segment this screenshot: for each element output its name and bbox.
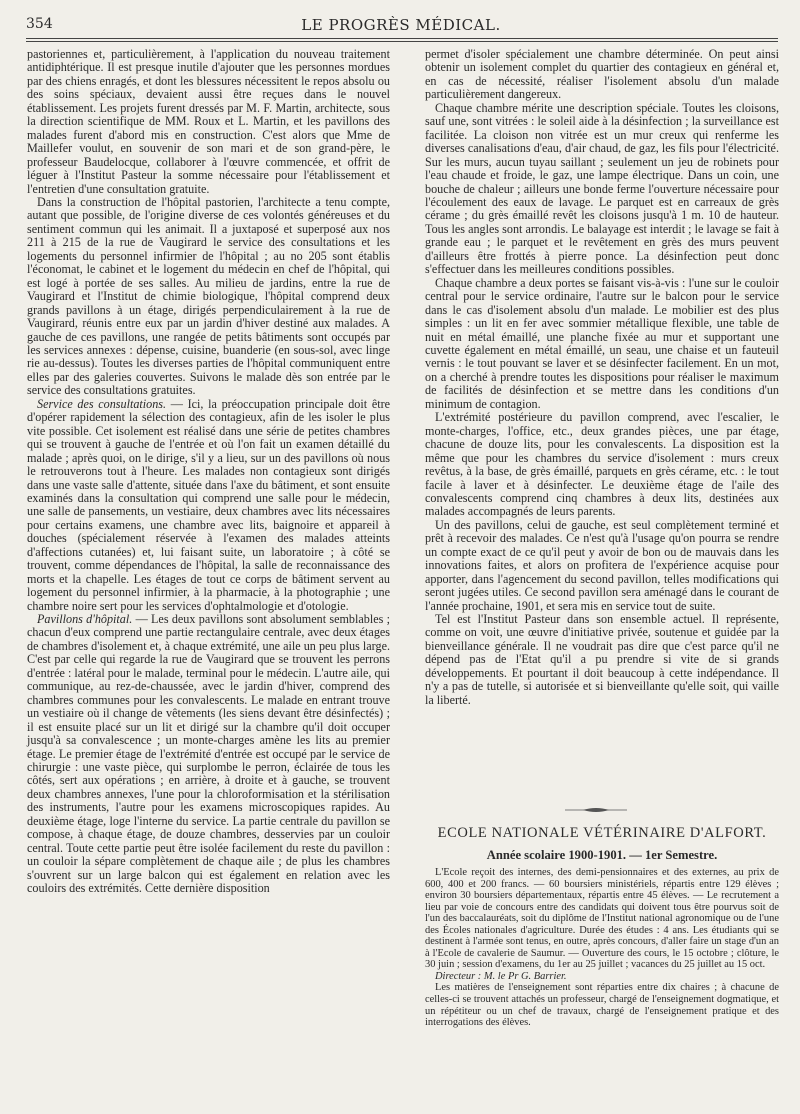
ornament-divider <box>565 806 627 814</box>
header-rule-double <box>26 41 778 42</box>
paragraph: Tel est l'Institut Pasteur dans son ensemble actuel. Il représente, comme on voit, une œuvre d'initiative privée, soutenue et guidée par la bienveillance générale. Il ne voudrait pas dire que c'est parce qu'il ne dépend pas de l'Etat qu'il a pu prendre si vite de si grands développements. Et pourtant il doit beaucoup à cette indépendance. Il n'y a pas de tutelle, si autorisée et si bienveillante qu'elle soit, qui vaille la liberté. <box>425 612 779 707</box>
page-header <box>26 14 776 38</box>
section-subtitle: Année scolaire 1900-1901. — 1er Semestre. <box>486 848 718 862</box>
right-column <box>425 48 779 707</box>
paragraph: Pavillons d'hôpital. — Les deux pavillons sont absolument semblables ; chacun d'eux comprend une partie rectangulaire centrale, avec deux étages de chambres d'isolement et, à chaque extrémité, une aile un peu plus large. C'est par celle qui regarde la rue de Vaugirard que se trouvent les perrons d'entrée : latéral pour le malade, terminal pour le médecin. L'autre aile, qui communique, au rez-de-chaussée, avec le jardin d'hiver, comprend des chambres communes pour les convalescents. Le malade en entrant trouve un vestiaire où il change de vêtements (les siens devant être désinfectés) ; il est ensuite placé sur un lit et dirigé sur la chambre qu'il doit occuper jusqu'à sa convalescence ; un monte-charges amène les lits au premier étage. Le premier étage de l'extrémité d'entrée est occupé par le service de chirurgie : une vaste pièce, qui surplombe le perron, éclairée de tous les côtés, sert aux opérations ; en arrière, à droite et à gauche, se trouvent deux chambres annexes, l'une pour la chloroformisation et la stérilisation des instruments, l'autre pour les examens microscopiques rapides. Au deuxième étage, loge l'interne du service. La partie centrale du pavillon se compose, à chaque étage, de douze chambres, desservies par un couloir central. Toute cette partie peut être isolée facilement du reste du pavillon : un couloir la sépare complètement de chaque aile ; de plus les chambres s'ouvrent sur un large balcon qui est également en relation avec les couloirs des extrémités. Cette dernière disposition <box>27 612 390 896</box>
run-in-heading: Pavillons d'hôpital. <box>37 612 133 627</box>
section-body <box>425 867 779 1029</box>
left-column <box>27 48 390 896</box>
run-in-heading: Service des consultations. <box>37 396 167 411</box>
paragraph: Les matières de l'enseignement sont réparties entre dix chaires ; à chacune de celles-ci se trouvent attachés un professeur, chargé de l'enseignement dogmatique, et un répétiteur ou un chef de travaux, chargé de l'enseignement pratique et des interrogations des élèves. <box>425 982 779 1029</box>
running-title: LE PROGRÈS MÉDICAL. <box>301 16 501 34</box>
header-rule <box>26 38 778 39</box>
paragraph: Dans la construction de l'hôpital pastorien, l'architecte a tenu compte, autant que possible, de l'origine diverse de ces volontés généreuses et du sentiment commun qui les animait. Il a juxtaposé et superposé aux nos 211 à 215 de la rue de Vaugirard le service des consultations et les logements du personnel infirmier de l'hôpital ; au no 205 sont établis l'économat, le cabinet et le logement du médecin en chef de l'hôpital, qui est logé à portée de ses salles. Au milieu de jardins, entre la rue de Vaugirard et l'Institut de chimie biologique, l'hôpital comprend deux grands pavillons à un étage, dirigés perpendiculairement à la rue de Vaugirard, réunis entre eux par un jardin d'hiver destiné aux malades. A gauche de ces pavillons, une rangée de petits bâtiments sont occupés par les services annexes : dépense, cuisine, buanderie (en sous-sol, avec linge rie au-dessus). Toutes les diverses parties de l'hôpital communiquent entre elles par des galeries couvertes. Suivons le malade dès son entrée par le service des consultations gratuites. <box>27 194 390 398</box>
paragraph: Chaque chambre a deux portes se faisant vis-à-vis : l'une sur le couloir central pour le service ordinaire, l'autre sur le balcon pour le service dans le cas d'isolement absolu d'un malade. Le mobilier est des plus simples : un lit en fer avec sommier métallique flexible, une table de nuit en métal émaillé, une planche fixée au mur et supportant une cuvette également en métal émaillé, un seau, une chaise et un fauteuil vernis : le tout pouvant se laver et se désinfecter facilement. En un mot, on a cherché à prendre toutes les dispositions pour réaliser le maximum de facilités de désinfection et se mettre dans les conditions d'un minimum de contagion. <box>425 275 779 411</box>
paragraph: Service des consultations. — Ici, la préoccupation principale doit être d'opérer rapidement la sélection des contagieux, afin de les isoler le plus vite possible. Cet isolement est réalisé dans une série de petites chambres qui se trouvent à gauche de l'entrée et où l'on fait un examen détaillé du malade ; après quoi, on le dirige, s'il y a lieu, sur un des pavillons où nous le retrouverons tout à l'heure. Les malades non contagieux sont dirigés dans une vaste salle d'attente, située dans l'axe du bâtiment, et sont ensuite examinés dans la consultation qui comprend une salle pour le médecin, une salle de pansements, un vestiaire, deux chambres avec lits nécessaires pour certains examens, une chambre avec lits, baignoire et appareil à douches (spécialement réservée à l'examen des malades atteints d'affections cutanées) et, lui faisant suite, un laboratoire ; à côté se trouvent, comme dépendances de l'hôpital, la salle de reconnaissance des morts et la chapelle. Les étages de tout ce corps de bâtiment servent au logement du personnel infirmier, à la pharmacie, à la photographie ; une chambre noire sert pour les services d'ophtalmologie et d'otologie. <box>27 396 391 613</box>
paragraph: Un des pavillons, celui de gauche, est seul complètement terminé et prêt à recevoir des malades. Ce n'est qu'à l'usage qu'on pourra se rendre un compte exact de ce qu'il peut y avoir de bon ou de mauvais dans les innovations faites, et alors on profitera de l'expérience acquise pour apporter, dans l'agencement du second pavillon, telles modifications qui seront jugées utiles. Ce second pavillon sera aménagé dans le courant de l'année prochaine, 1901, et sera mis en service tout de suite. <box>425 517 779 613</box>
paragraph: permet d'isoler spécialement une chambre déterminée. On peut ainsi obtenir un isolement complet du quartier des contagieux en général et, en cas de nécessité, réaliser l'isolement absolu d'un malade particulièrement dangereux. <box>425 47 779 102</box>
paragraph: Chaque chambre mérite une description spéciale. Toutes les cloisons, sauf une, sont vitrées : le soleil aide à la désinfection ; la surveillance est facilitée. La cloison non vitrée est un mur creux qui renferme les diverses canalisations d'eau, d'air chaud, de gaz, les fils pour l'électricité. Sur les murs, aucun tuyau saillant ; seulement un jeu de robinets pour l'eau chaude et froide, le gaz, une lampe électrique. Dans un coin, une bouche de chaleur ; ailleurs une bonde ferme l'ouverture nécessaire pour l'écoulement des eaux de lavage. Le parquet est en carreaux de grès cérame ; du grès émaillé revêt les cloisons jusqu'à 1 m. 10 de hauteur. Tous les angles sont arrondis. Le balayage est interdit ; le lavage se fait à grande eau ; le parquet et le revêtement en grès des murs peuvent d'ailleurs être frottés à pierre ponce. La désinfection peut donc s'effectuer dans les meilleures conditions possibles. <box>425 100 779 277</box>
paragraph: L'Ecole reçoit des internes, des demi-pensionnaires et des externes, au prix de 600, 400 et 200 francs. — 60 boursiers ministériels, répartis entre 129 élèves ; environ 30 boursiers départementaux, répartis entre 45 élèves. — Le recrutement a lieu par voie de concours entre des candidats qui doivent tous être pourvus soit de l'un des baccalauréats, soit du diplôme de l'Institut national agronomique ou de l'une des Écoles nationales d'agriculture. Durée des études : 4 ans. Les étudiants qui se destinent à l'armée sont tenus, en outre, après concours, d'aller faire un stage d'un an à l'Ecole de cavalerie de Saumur. — Ouverture des cours, le 15 octobre ; clôture, le 30 juin ; session d'examens, du 1er au 25 juillet ; vacances du 25 juillet au 15 oct. <box>425 867 779 971</box>
paragraph: L'extrémité postérieure du pavillon comprend, avec l'escalier, le monte-charges, l'office, etc., deux grandes pièces, une par étage, chacune de douze lits, pour les convalescents. La disposition est la même que pour les chambres du service d'isolement : murs creux revêtus, à la base, de grès émaillé, parquets en grès cérame, etc. : le tout facile à laver et à désinfecter. Le deuxième étage de l'aile des convalescents comprend cinq chambres à deux lits, destinées aux malades accompagnés de leurs parents. <box>425 410 779 519</box>
section-title: ECOLE NATIONALE VÉTÉRINAIRE D'ALFORT. <box>437 825 767 841</box>
page-number: 354 <box>26 16 53 32</box>
paragraph: Directeur : M. le Pr G. Barrier. <box>435 970 567 982</box>
paragraph: pastoriennes et, particulièrement, à l'application du nouveau traitement antidiphtérique. Il est presque inutile d'ajouter que les personnes mordues par des chiens enragés, et dont les blessures nécessitent le repos absolu ou des soins spéciaux, devaient aussi être reçues dans le nouvel établissement. Les projets furent dressés par M. F. Martin, architecte, sous la direction scientifique de MM. Roux et L. Martin, et les pavillons des malades furent d'abord mis en construction. C'est alors que Mme de Maillefer voulut, en souvenir de son mari et de son grand-père, le professeur Baudelocque, collaborer à l'œuvre commencée, et offrit de léguer à l'Institut Pasteur la somme nécessaire pour l'établissement et l'entretien d'une consultation gratuite. <box>27 47 390 196</box>
